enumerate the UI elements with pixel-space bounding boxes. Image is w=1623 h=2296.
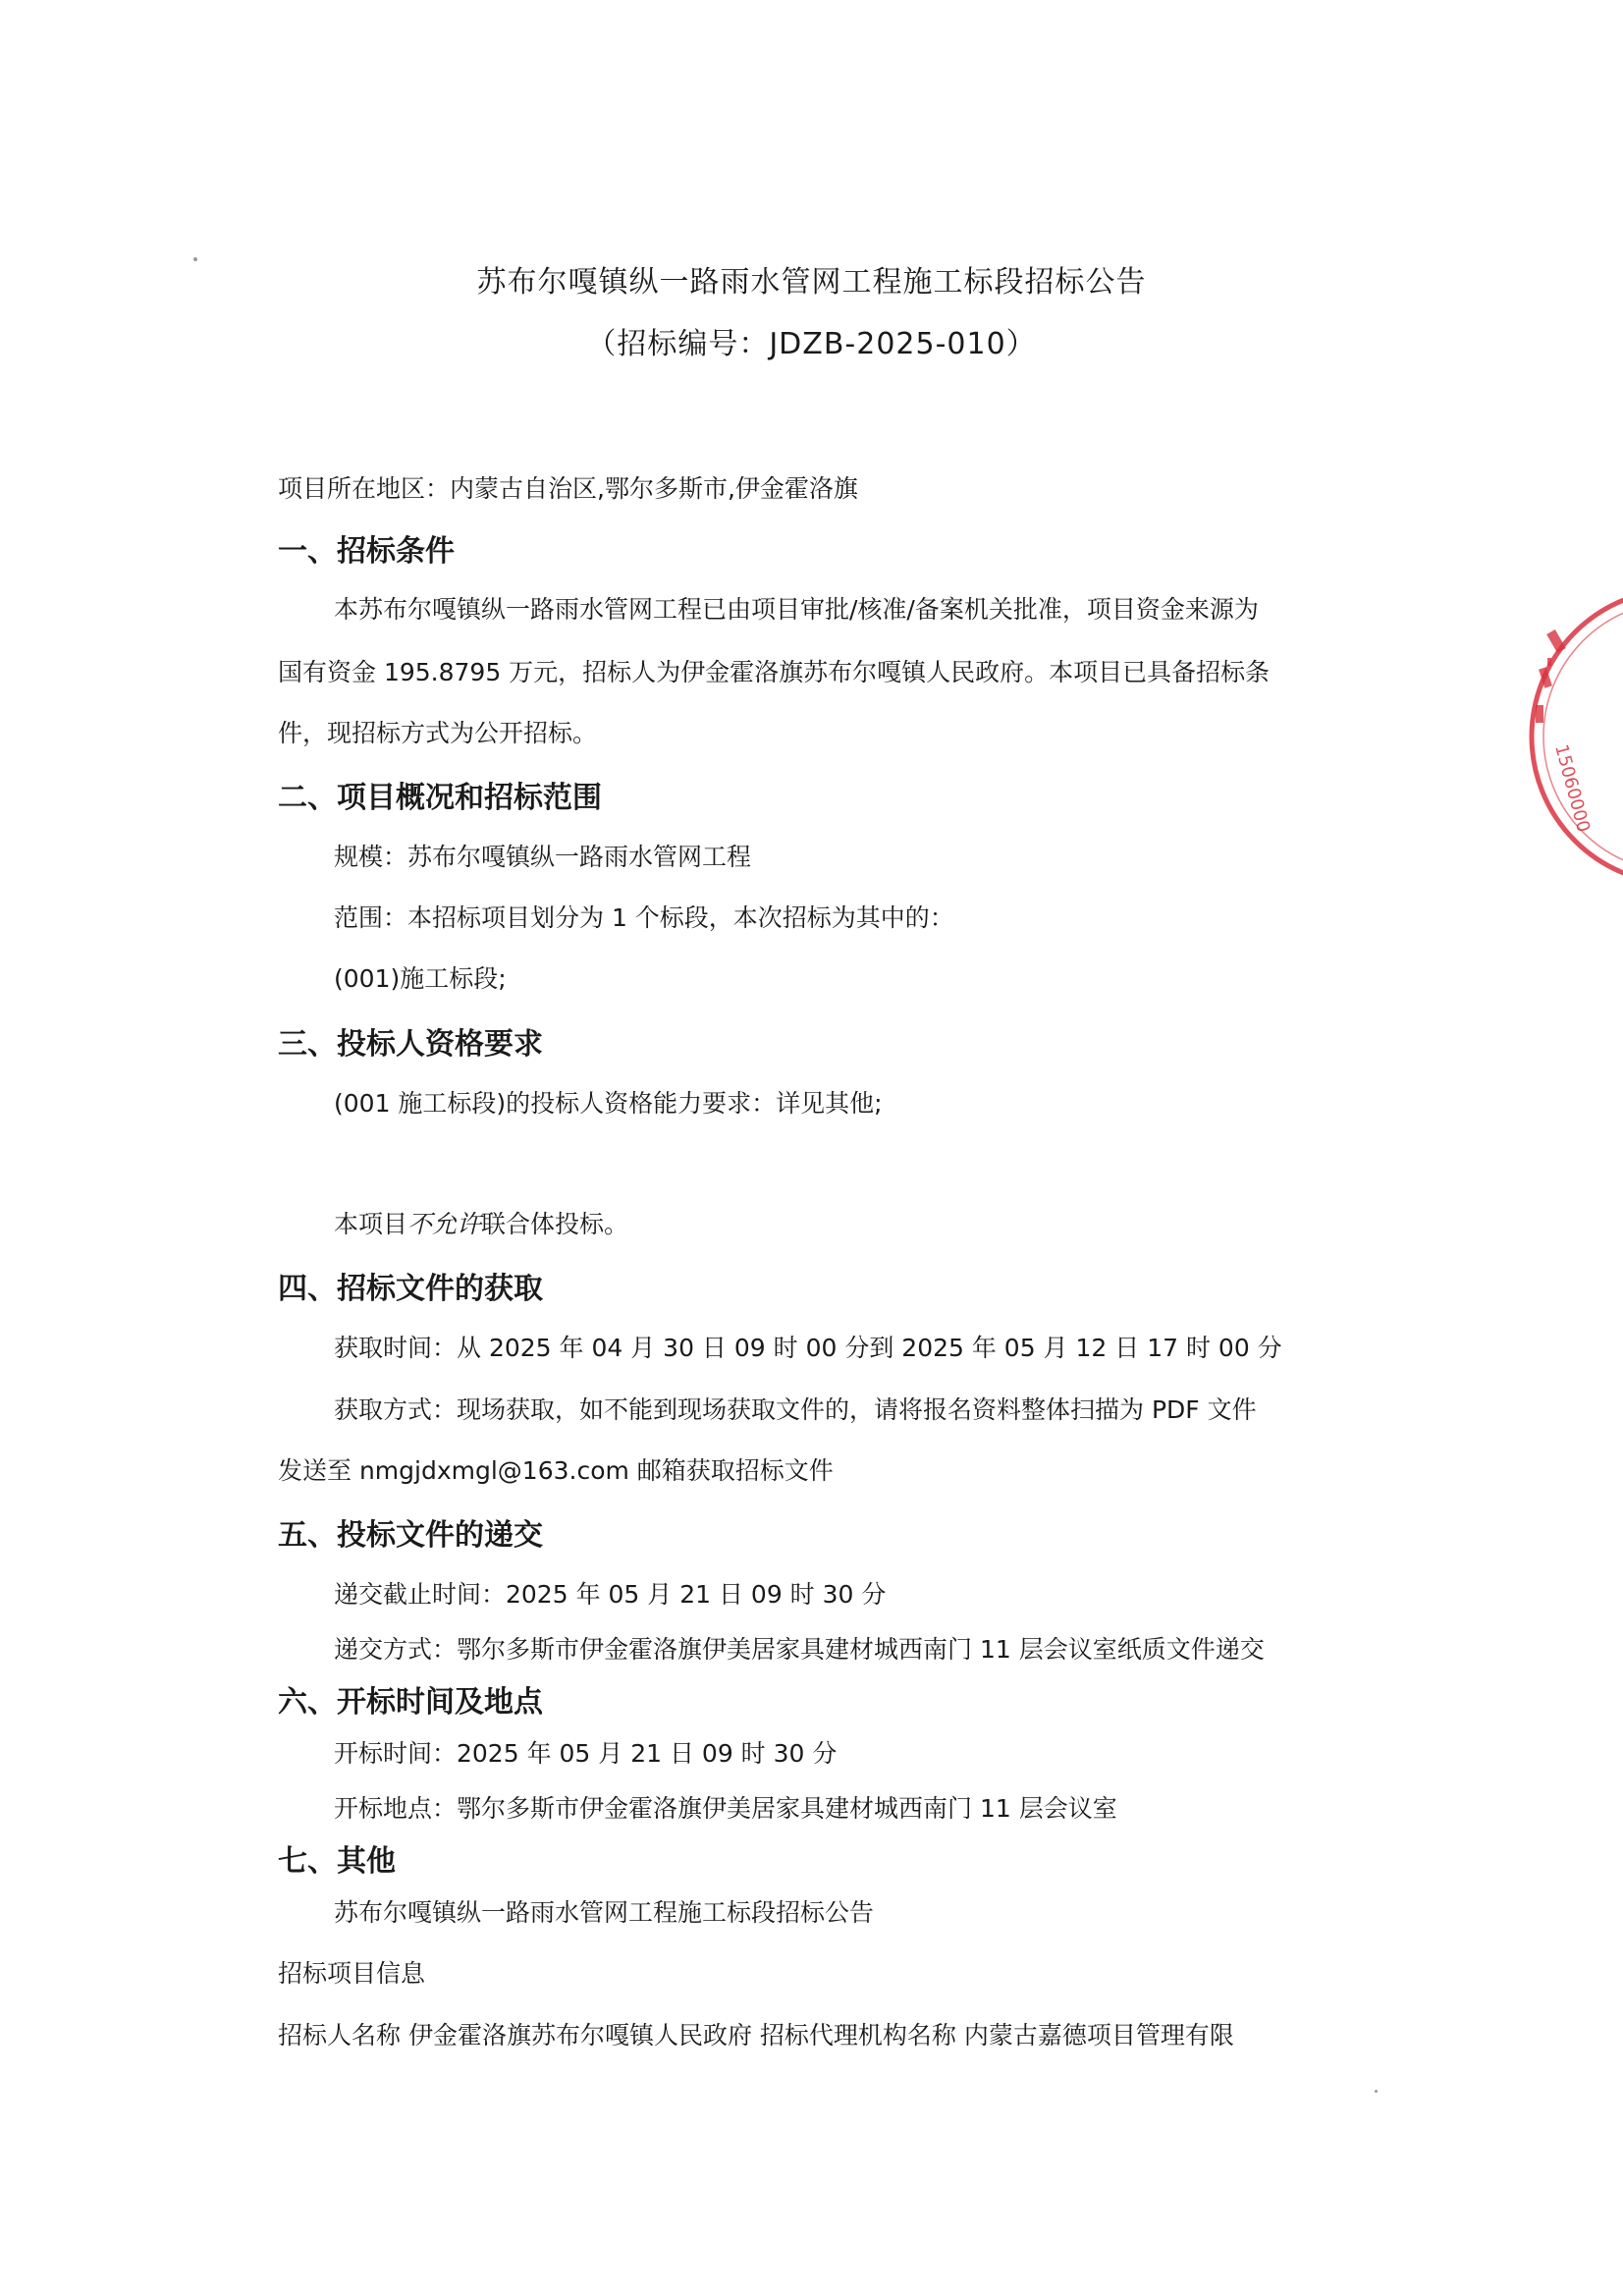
- scan-speck: [1375, 2090, 1378, 2093]
- section-6-time: 开标时间：2025 年 05 月 21 日 09 时 30 分: [334, 1739, 838, 1768]
- seal-icon: [1512, 589, 1623, 884]
- section-7-line-1: 苏布尔嘎镇纵一路雨水管网工程施工标段招标公告: [334, 1898, 875, 1927]
- official-seal: [1512, 589, 1623, 884]
- section-3-joint-bid: [334, 1205, 628, 1240]
- project-region: 项目所在地区：内蒙古自治区,鄂尔多斯市,伊金霍洛旗: [278, 474, 858, 503]
- section-7-line-3: 招标人名称 伊金霍洛旗苏布尔嘎镇人民政府 招标代理机构名称 内蒙古嘉德项目管理有限: [278, 2021, 1234, 2050]
- section-5-method: 递交方式：鄂尔多斯市伊金霍洛旗伊美居家具建材城西南门 11 层会议室纸质文件递交: [334, 1635, 1265, 1664]
- section-5-deadline: 递交截止时间：2025 年 05 月 21 日 09 时 30 分: [334, 1580, 887, 1609]
- section-1-para-line-2: 国有资金 195.8795 万元，招标人为伊金霍洛旗苏布尔嘎镇人民政府。本项目已具备招标条: [278, 658, 1271, 686]
- section-1-para-line-3: 件，现招标方式为公开招标。: [278, 719, 598, 747]
- joint-bid-emphasis: 不允许: [407, 1210, 482, 1238]
- tender-code: （招标编号：JDZB-2025-010）: [586, 327, 1037, 361]
- seal-digits: 15060000: [1550, 741, 1595, 835]
- section-2-scope: 范围：本招标项目划分为 1 个标段，本次招标为其中的：: [334, 903, 954, 932]
- document-title: 苏布尔嘎镇纵一路雨水管网工程施工标段招标公告: [476, 265, 1147, 300]
- section-5-heading: 五、投标文件的递交: [278, 1518, 543, 1553]
- section-6-place: 开标地点：鄂尔多斯市伊金霍洛旗伊美居家具建材城西南门 11 层会议室: [334, 1794, 1117, 1823]
- section-4-time: 获取时间：从 2025 年 04 月 30 日 09 时 00 分到 2025 年 05 月 12 日 17 时 00 分: [334, 1334, 1282, 1362]
- section-2-heading: 二、项目概况和招标范围: [278, 781, 602, 815]
- section-2-lot: (001)施工标段;: [334, 964, 507, 993]
- section-1-heading: 一、招标条件: [278, 534, 455, 569]
- joint-bid-suffix: 联合体投标。: [481, 1210, 629, 1238]
- section-4-method-line-2: 发送至 nmgjdxmgl@163.com 邮箱获取招标文件: [278, 1456, 834, 1485]
- section-4-method-line-1: 获取方式：现场获取，如不能到现场获取文件的，请将报名资料整体扫描为 PDF 文件: [334, 1395, 1257, 1424]
- section-3-heading: 三、投标人资格要求: [278, 1027, 543, 1062]
- section-4-heading: 四、招标文件的获取: [278, 1272, 543, 1306]
- section-1-para-line-1: 本苏布尔嘎镇纵一路雨水管网工程已由项目审批/核准/备案机关批准，项目资金来源为: [334, 595, 1259, 624]
- section-7-heading: 七、其他: [278, 1844, 396, 1879]
- joint-bid-prefix: 本项目: [334, 1210, 408, 1238]
- section-3-requirement: (001 施工标段)的投标人资格能力要求：详见其他;: [334, 1089, 883, 1118]
- section-6-heading: 六、开标时间及地点: [278, 1685, 543, 1720]
- scan-speck: [193, 257, 197, 261]
- section-7-line-2: 招标项目信息: [278, 1959, 426, 1988]
- section-2-scale: 规模：苏布尔嘎镇纵一路雨水管网工程: [334, 843, 752, 871]
